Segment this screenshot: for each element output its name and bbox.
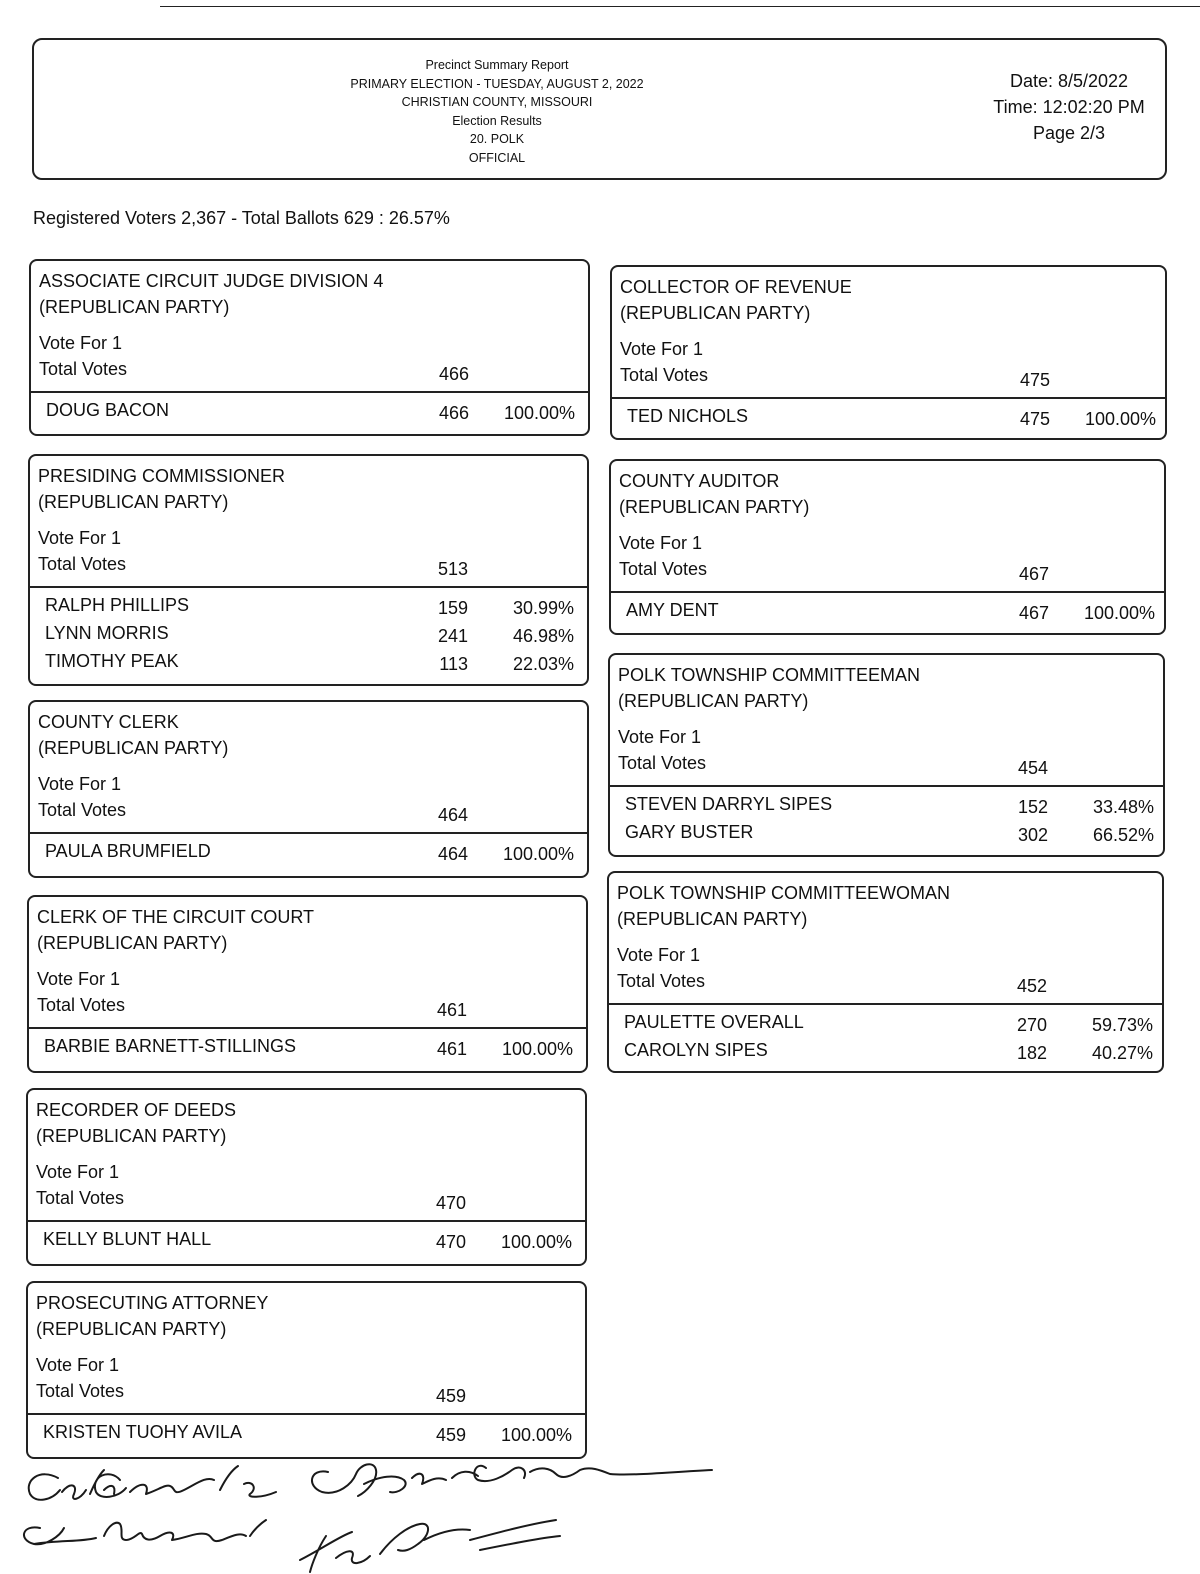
vote-for-label: Vote For 1 <box>38 528 122 548</box>
registration-summary: Registered Voters 2,367 - Total Ballots 629 : 26.57% <box>33 208 450 228</box>
total-votes-value: 452 <box>1016 976 1047 996</box>
vote-for-label: Vote For 1 <box>36 1355 120 1375</box>
candidate-row <box>30 595 587 623</box>
total-votes-value: 513 <box>437 559 468 579</box>
header-meta-block <box>979 68 1159 146</box>
candidate-percent: 33.48% <box>1092 797 1154 817</box>
candidate-percent: 59.73% <box>1091 1015 1153 1035</box>
vote-for-label: Vote For 1 <box>36 1162 120 1182</box>
race-office: COLLECTOR OF REVENUE <box>620 277 852 297</box>
candidate-row <box>31 400 588 428</box>
candidate-row <box>30 841 587 869</box>
race-office: COUNTY AUDITOR <box>619 471 780 491</box>
candidate-row <box>28 1229 585 1257</box>
vote-for-label: Vote For 1 <box>39 333 123 353</box>
candidate-name: PAULA BRUMFIELD <box>45 841 211 861</box>
total-votes-value: 459 <box>435 1386 466 1406</box>
total-votes-label: Total Votes <box>38 554 127 574</box>
race-box <box>29 259 590 436</box>
race-office: ASSOCIATE CIRCUIT JUDGE DIVISION 4 <box>39 271 384 291</box>
candidate-name: CAROLYN SIPES <box>624 1040 768 1060</box>
race-party: (REPUBLICAN PARTY) <box>36 1319 227 1339</box>
candidate-name: TED NICHOLS <box>627 406 749 426</box>
total-votes-label: Total Votes <box>618 753 707 773</box>
candidate-votes: 159 <box>437 598 468 618</box>
candidate-name: BARBIE BARNETT-STILLINGS <box>44 1036 297 1056</box>
candidate-row <box>610 822 1163 850</box>
candidate-percent: 100.00% <box>500 1425 572 1445</box>
race-office: COUNTY CLERK <box>38 712 179 732</box>
candidate-votes: 467 <box>1018 603 1049 623</box>
race-office: RECORDER OF DEEDS <box>36 1100 237 1120</box>
report-title: Precinct Summary Report <box>425 58 569 72</box>
signatures-area <box>0 1440 760 1574</box>
signature-3 <box>312 1464 712 1496</box>
header-center-block <box>34 56 960 167</box>
race-box <box>28 700 589 878</box>
total-votes-label: Total Votes <box>38 800 127 820</box>
report-time: Time: 12:02:20 PM <box>993 97 1145 117</box>
vote-for-label: Vote For 1 <box>620 339 704 359</box>
candidate-votes: 470 <box>435 1232 466 1252</box>
race-party: (REPUBLICAN PARTY) <box>619 497 810 517</box>
race-divider <box>28 1413 585 1415</box>
candidate-votes: 113 <box>439 654 468 674</box>
total-votes-label: Total Votes <box>619 559 708 579</box>
total-votes-label: Total Votes <box>36 1188 125 1208</box>
candidate-row <box>29 1036 586 1064</box>
total-votes-label: Total Votes <box>620 365 709 385</box>
total-votes-value: 470 <box>435 1193 466 1213</box>
candidate-percent: 100.00% <box>1083 603 1155 623</box>
candidate-name: GARY BUSTER <box>625 822 754 842</box>
race-party: (REPUBLICAN PARTY) <box>618 691 809 711</box>
race-box <box>607 871 1164 1073</box>
race-box <box>608 653 1165 857</box>
candidate-name: KRISTEN TUOHY AVILA <box>43 1422 243 1442</box>
signature-2 <box>24 1520 266 1544</box>
race-box <box>26 1088 587 1266</box>
results-label: Election Results <box>452 113 542 128</box>
candidate-row <box>30 651 587 679</box>
precinct-name: 20. POLK <box>469 132 525 146</box>
candidate-name: STEVEN DARRYL SIPES <box>625 794 833 814</box>
vote-for-label: Vote For 1 <box>617 945 701 965</box>
candidate-row <box>609 1012 1162 1040</box>
race-box <box>26 1281 587 1459</box>
race-party: (REPUBLICAN PARTY) <box>617 909 808 929</box>
candidate-name: RALPH PHILLIPS <box>45 595 190 615</box>
race-divider <box>30 586 587 588</box>
election-name: PRIMARY ELECTION - TUESDAY, AUGUST 2, 2022 <box>350 76 644 91</box>
total-votes-label: Total Votes <box>617 971 706 991</box>
total-votes-value: 475 <box>1019 370 1050 390</box>
candidate-votes: 182 <box>1016 1043 1047 1063</box>
candidate-name: TIMOTHY PEAK <box>45 651 179 671</box>
race-office: PROSECUTING ATTORNEY <box>36 1293 269 1313</box>
candidate-votes: 461 <box>436 1039 467 1059</box>
race-box <box>609 459 1166 635</box>
page-number: Page 2/3 <box>1032 123 1106 143</box>
race-divider <box>609 1003 1162 1005</box>
report-date: Date: 8/5/2022 <box>1009 71 1129 91</box>
race-box <box>27 895 588 1073</box>
race-divider <box>610 785 1163 787</box>
candidate-votes: 459 <box>435 1425 466 1445</box>
candidate-row <box>610 794 1163 822</box>
race-party: (REPUBLICAN PARTY) <box>38 492 229 512</box>
signature-1 <box>29 1466 276 1500</box>
candidate-percent: 40.27% <box>1091 1043 1153 1063</box>
race-box <box>28 454 589 686</box>
candidate-name: DOUG BACON <box>46 400 170 420</box>
top-rule <box>160 6 1200 7</box>
total-votes-value: 454 <box>1017 758 1048 778</box>
candidate-name: LYNN MORRIS <box>45 623 169 643</box>
candidate-votes: 464 <box>437 844 468 864</box>
race-office: POLK TOWNSHIP COMMITTEEMAN <box>618 665 921 685</box>
race-party: (REPUBLICAN PARTY) <box>620 303 811 323</box>
candidate-row <box>611 600 1164 628</box>
candidate-percent: 66.52% <box>1092 825 1154 845</box>
total-votes-value: 467 <box>1018 564 1049 584</box>
vote-for-label: Vote For 1 <box>37 969 121 989</box>
race-divider <box>28 1220 585 1222</box>
total-votes-value: 461 <box>436 1000 467 1020</box>
vote-for-label: Vote For 1 <box>619 533 703 553</box>
race-party: (REPUBLICAN PARTY) <box>37 933 228 953</box>
candidate-votes: 152 <box>1017 797 1048 817</box>
race-divider <box>611 591 1164 593</box>
total-votes-value: 466 <box>438 364 469 384</box>
race-divider <box>31 391 588 393</box>
county-name: CHRISTIAN COUNTY, MISSOURI <box>401 95 593 109</box>
candidate-percent: 100.00% <box>502 844 574 864</box>
race-divider <box>30 832 587 834</box>
report-header <box>32 38 1167 180</box>
race-divider <box>612 397 1165 399</box>
candidate-percent: 46.98% <box>512 626 574 646</box>
candidate-percent: 100.00% <box>501 1039 573 1059</box>
candidate-row <box>612 406 1165 434</box>
candidate-votes: 302 <box>1017 825 1048 845</box>
race-box <box>610 265 1167 440</box>
total-votes-value: 464 <box>437 805 468 825</box>
candidate-percent: 100.00% <box>1084 409 1156 429</box>
race-office: PRESIDING COMMISSIONER <box>38 466 286 486</box>
race-party: (REPUBLICAN PARTY) <box>38 738 229 758</box>
total-votes-label: Total Votes <box>37 995 126 1015</box>
candidate-percent: 100.00% <box>503 403 575 423</box>
candidate-row <box>30 623 587 651</box>
race-party: (REPUBLICAN PARTY) <box>36 1126 227 1146</box>
candidate-percent: 30.99% <box>512 598 574 618</box>
race-divider <box>29 1027 586 1029</box>
candidate-percent: 22.03% <box>512 654 574 674</box>
candidate-name: PAULETTE OVERALL <box>624 1012 804 1032</box>
race-office: CLERK OF THE CIRCUIT COURT <box>37 907 315 927</box>
candidate-name: KELLY BLUNT HALL <box>43 1229 212 1249</box>
signature-4 <box>300 1520 560 1572</box>
official-status: OFFICIAL <box>468 150 526 165</box>
vote-for-label: Vote For 1 <box>38 774 122 794</box>
vote-for-label: Vote For 1 <box>618 727 702 747</box>
total-votes-label: Total Votes <box>39 359 128 379</box>
candidate-votes: 475 <box>1019 409 1050 429</box>
candidate-row <box>609 1040 1162 1068</box>
candidate-votes: 241 <box>437 626 468 646</box>
candidate-votes: 466 <box>438 403 469 423</box>
race-party: (REPUBLICAN PARTY) <box>39 297 230 317</box>
candidate-votes: 270 <box>1016 1015 1047 1035</box>
total-votes-label: Total Votes <box>36 1381 125 1401</box>
candidate-percent: 100.00% <box>500 1232 572 1252</box>
race-office: POLK TOWNSHIP COMMITTEEWOMAN <box>617 883 951 903</box>
candidate-name: AMY DENT <box>626 600 719 620</box>
